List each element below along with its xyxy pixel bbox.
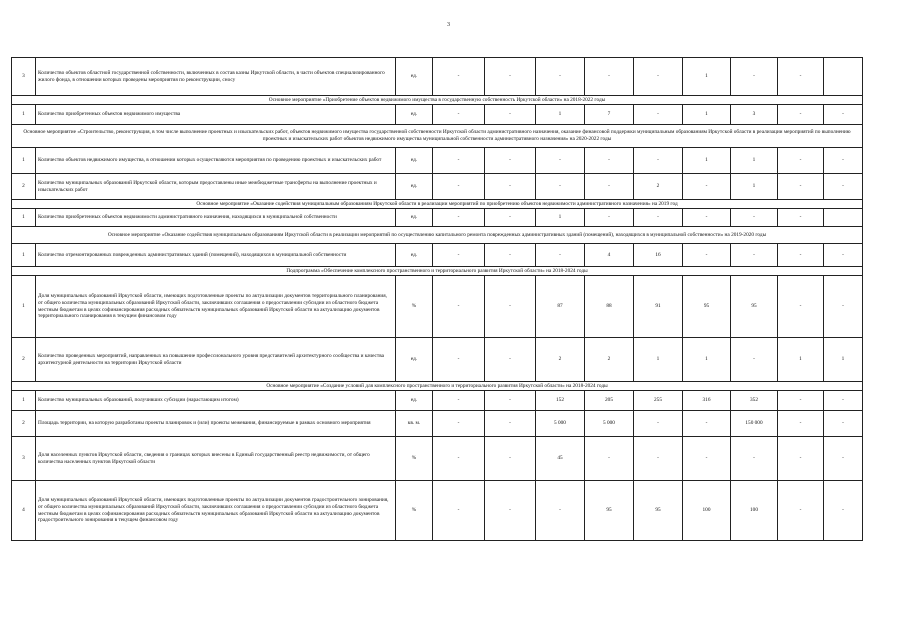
unit: ед. bbox=[396, 58, 433, 96]
row-number: 1 bbox=[12, 391, 36, 411]
unit: ед. bbox=[396, 209, 433, 227]
section-header-row bbox=[12, 200, 863, 209]
value-cell: - bbox=[536, 148, 585, 174]
value-cell: - bbox=[433, 244, 485, 267]
value-cell: - bbox=[433, 411, 485, 437]
value-cell: 2 bbox=[585, 338, 634, 382]
value-cell: 95 bbox=[634, 481, 683, 541]
indicator-name: Доля населенных пунктов Иркутской области, сведения о границах которых внесены в Единый государственный реестр недвижимости, от общего количества населенных пунктов Иркутской области bbox=[36, 437, 396, 481]
value-cell: - bbox=[585, 209, 634, 227]
row-number: 1 bbox=[12, 148, 36, 174]
value-cell: - bbox=[778, 174, 824, 200]
value-cell: - bbox=[778, 209, 824, 227]
value-cell: - bbox=[778, 58, 824, 96]
row-number: 1 bbox=[12, 105, 36, 125]
value-cell: 3 bbox=[731, 105, 778, 125]
page-number: 3 bbox=[447, 22, 450, 28]
unit: ед. bbox=[396, 391, 433, 411]
value-cell: - bbox=[433, 391, 485, 411]
value-cell: 1 bbox=[731, 174, 778, 200]
value-cell: - bbox=[433, 437, 485, 481]
value-cell: - bbox=[634, 148, 683, 174]
unit: % bbox=[396, 276, 433, 338]
table-row bbox=[12, 174, 863, 200]
indicator-name: Площадь территории, на которую разработаны проекты планировок и (или) проекты межевания, финансируемые в рамках основного мероприятия bbox=[36, 411, 396, 437]
value-cell: - bbox=[778, 481, 824, 541]
value-cell: - bbox=[824, 105, 863, 125]
value-cell: - bbox=[536, 58, 585, 96]
value-cell: - bbox=[485, 58, 536, 96]
value-cell: - bbox=[634, 437, 683, 481]
value-cell: - bbox=[585, 174, 634, 200]
empty-cell bbox=[824, 58, 863, 96]
section-header-row bbox=[12, 267, 863, 276]
value-cell: - bbox=[585, 437, 634, 481]
value-cell: - bbox=[824, 411, 863, 437]
value-cell: 1 bbox=[824, 338, 863, 382]
value-cell: - bbox=[683, 209, 731, 227]
value-cell: 45 bbox=[536, 437, 585, 481]
value-cell: 1 bbox=[683, 105, 731, 125]
value-cell: - bbox=[536, 481, 585, 541]
indicator-name: Количество приобретенных объектов недвижимого имущества bbox=[36, 105, 396, 125]
table-row bbox=[12, 481, 863, 541]
value-cell: - bbox=[485, 148, 536, 174]
unit: ед. bbox=[396, 148, 433, 174]
value-cell: - bbox=[683, 244, 731, 267]
value-cell: - bbox=[778, 391, 824, 411]
value-cell: - bbox=[433, 276, 485, 338]
section-header: Основное мероприятие «Приобретение объектов недвижимого имущества в государственную собственность Иркутской области» на 2018-2022 годы bbox=[12, 96, 863, 105]
value-cell: 205 bbox=[585, 391, 634, 411]
value-cell: - bbox=[778, 276, 824, 338]
row-number: 2 bbox=[12, 338, 36, 382]
indicator-name: Количество приобретенных объектов недвижимости административного назначения, находящихся в муниципальной собственности bbox=[36, 209, 396, 227]
value-cell: - bbox=[731, 209, 778, 227]
value-cell: 1 bbox=[536, 105, 585, 125]
unit: ед. bbox=[396, 174, 433, 200]
value-cell: 100 bbox=[731, 481, 778, 541]
value-cell: 100 bbox=[683, 481, 731, 541]
unit: кв. м. bbox=[396, 411, 433, 437]
value-cell: - bbox=[536, 244, 585, 267]
value-cell: 4 bbox=[585, 244, 634, 267]
value-cell: - bbox=[485, 174, 536, 200]
value-cell: - bbox=[683, 174, 731, 200]
value-cell: - bbox=[683, 437, 731, 481]
table-row bbox=[12, 338, 863, 382]
value-cell: 2 bbox=[634, 174, 683, 200]
section-header: Основное мероприятие «Строительство, реконструкция, в том числе выполнение проектных и изыскательских работ, объектов недвижимого имущества государственной собственности Иркутской области административного назначения, оказание финансовой поддержки муниципальным образованиям Иркутской области в реализации мероприятий по выполнению проектных и изыскательских работ объектов недвижимого имущества муниципальной собственности административного назначения» на 2020-2022 годы bbox=[12, 125, 863, 148]
section-header: Подпрограмма «Обеспечение комплексного пространственного и территориального развития Иркутской области» на 2018-2024 годы bbox=[12, 267, 863, 276]
value-cell: - bbox=[824, 174, 863, 200]
value-cell: - bbox=[433, 338, 485, 382]
value-cell: - bbox=[634, 209, 683, 227]
value-cell: 1 bbox=[683, 338, 731, 382]
value-cell: 87 bbox=[536, 276, 585, 338]
table-row bbox=[12, 58, 863, 96]
value-cell: - bbox=[731, 58, 778, 96]
row-number: 2 bbox=[12, 174, 36, 200]
value-cell: - bbox=[485, 105, 536, 125]
table-row bbox=[12, 209, 863, 227]
value-cell: - bbox=[683, 411, 731, 437]
value-cell: - bbox=[778, 437, 824, 481]
table-row bbox=[12, 391, 863, 411]
section-header-row bbox=[12, 227, 863, 244]
value-cell: - bbox=[485, 244, 536, 267]
value-cell: 95 bbox=[683, 276, 731, 338]
value-cell: 1 bbox=[683, 148, 731, 174]
value-cell: - bbox=[824, 244, 863, 267]
indicator-name: Количество объектов недвижимого имущества, в отношении которых осуществляются мероприятия по проведению проектных и изыскательских работ bbox=[36, 148, 396, 174]
value-cell: 5 000 bbox=[585, 411, 634, 437]
value-cell: - bbox=[824, 148, 863, 174]
section-header-row bbox=[12, 382, 863, 391]
indicators-table bbox=[11, 57, 863, 541]
value-cell: 7 bbox=[585, 105, 634, 125]
value-cell: - bbox=[824, 437, 863, 481]
value-cell: - bbox=[485, 437, 536, 481]
value-cell: - bbox=[485, 276, 536, 338]
value-cell: - bbox=[485, 411, 536, 437]
section-header: Основное мероприятие «Создание условий для комплексного пространственного и территориального развития Иркутской области» на 2018-2024 годы bbox=[12, 382, 863, 391]
value-cell: 1 bbox=[683, 58, 731, 96]
value-cell: - bbox=[433, 174, 485, 200]
value-cell: 152 bbox=[536, 391, 585, 411]
value-cell: - bbox=[824, 481, 863, 541]
value-cell: 2 bbox=[536, 338, 585, 382]
value-cell: - bbox=[433, 209, 485, 227]
value-cell: - bbox=[778, 411, 824, 437]
value-cell: - bbox=[778, 244, 824, 267]
value-cell: - bbox=[634, 58, 683, 96]
value-cell: 1 bbox=[536, 209, 585, 227]
value-cell: - bbox=[731, 338, 778, 382]
section-header: Основное мероприятие «Оказание содействия муниципальным образованиям Иркутской области в реализации мероприятий по осуществлению капитального ремонта поврежденных административных зданий (помещений), находящихся в муниципальной собственности» на 2019-2020 годы bbox=[12, 227, 863, 244]
value-cell: 95 bbox=[731, 276, 778, 338]
table-row bbox=[12, 244, 863, 267]
value-cell: - bbox=[824, 276, 863, 338]
value-cell: 16 bbox=[634, 244, 683, 267]
indicator-name: Количество объектов областной государственной собственности, включенных в состав казны Иркутской области, в части объектов специализированного жилого фонда, в отношении которых проведены мероприятия по реконструкции, сносу bbox=[36, 58, 396, 96]
indicator-name: Количество муниципальных образований, получивших субсидии (нарастающим итогом) bbox=[36, 391, 396, 411]
value-cell: - bbox=[433, 58, 485, 96]
value-cell: - bbox=[731, 437, 778, 481]
value-cell: 95 bbox=[585, 481, 634, 541]
value-cell: 1 bbox=[731, 148, 778, 174]
value-cell: - bbox=[634, 105, 683, 125]
value-cell: - bbox=[485, 338, 536, 382]
unit: ед. bbox=[396, 338, 433, 382]
value-cell: - bbox=[778, 105, 824, 125]
section-header-row bbox=[12, 125, 863, 148]
value-cell: - bbox=[536, 174, 585, 200]
value-cell: - bbox=[433, 105, 485, 125]
value-cell: 150 000 bbox=[731, 411, 778, 437]
value-cell: 91 bbox=[634, 276, 683, 338]
table-row bbox=[12, 437, 863, 481]
value-cell: - bbox=[778, 148, 824, 174]
table-row bbox=[12, 148, 863, 174]
unit: ед. bbox=[396, 105, 433, 125]
indicator-name: Количество проведенных мероприятий, направленных на повышение профессионального уровня представителей архитектурного сообщества и качества архитектурной деятельности на территории Иркутской области bbox=[36, 338, 396, 382]
value-cell: - bbox=[485, 481, 536, 541]
empty-cell bbox=[824, 209, 863, 227]
table-row bbox=[12, 105, 863, 125]
indicator-name: Количество отремонтированных поврежденных административных зданий (помещений), находящихся в муниципальной собственности bbox=[36, 244, 396, 267]
table-row bbox=[12, 276, 863, 338]
row-number: 3 bbox=[12, 437, 36, 481]
row-number: 3 bbox=[12, 58, 36, 96]
unit: % bbox=[396, 481, 433, 541]
value-cell: 5 000 bbox=[536, 411, 585, 437]
value-cell: - bbox=[731, 244, 778, 267]
value-cell: 1 bbox=[634, 338, 683, 382]
value-cell: - bbox=[585, 58, 634, 96]
value-cell: 316 bbox=[683, 391, 731, 411]
value-cell: - bbox=[585, 148, 634, 174]
indicator-name: Доля муниципальных образований Иркутской области, имеющих подготовленные проекты по актуализации документов градостроительного зонирования, от общего количества муниципальных образований Иркутской области, заключивших соглашения о предоставлении субсидии из областного бюджета местным бюджетам в целях софинансирования расходных обязательств муниципальных образований Иркутской области на актуализацию документов градостроительного зонирования в текущем финансовом году bbox=[36, 481, 396, 541]
section-header: Основное мероприятие «Оказание содействия муниципальным образованиям Иркутской области в реализации мероприятий по приобретению объектов недвижимости административного назначения» на 2019 год bbox=[12, 200, 863, 209]
value-cell: - bbox=[634, 411, 683, 437]
table-row bbox=[12, 411, 863, 437]
value-cell: - bbox=[433, 481, 485, 541]
value-cell: 255 bbox=[634, 391, 683, 411]
row-number: 2 bbox=[12, 411, 36, 437]
value-cell: - bbox=[485, 209, 536, 227]
section-header-row bbox=[12, 96, 863, 105]
value-cell: - bbox=[485, 391, 536, 411]
value-cell: - bbox=[433, 148, 485, 174]
value-cell: 88 bbox=[585, 276, 634, 338]
value-cell: 352 bbox=[731, 391, 778, 411]
unit: % bbox=[396, 437, 433, 481]
row-number: 1 bbox=[12, 209, 36, 227]
row-number: 4 bbox=[12, 481, 36, 541]
row-number: 1 bbox=[12, 244, 36, 267]
unit: ед. bbox=[396, 244, 433, 267]
value-cell: - bbox=[824, 391, 863, 411]
indicator-name: Доля муниципальных образований Иркутской области, имеющих подготовленные проекты по актуализации документов территориального планирования, от общего количества муниципальных образований Иркутской области, заключивших соглашения о предоставлении субсидии из областного бюджета местным бюджетам в целях софинансирования расходных обязательств муниципальных образований Иркутской области на актуализацию документов территориального планирования в текущем финансовом году bbox=[36, 276, 396, 338]
indicator-name: Количество муниципальных образований Иркутской области, которым предоставлены иные межбюджетные трансферты на выполнение проектных и изыскательских работ bbox=[36, 174, 396, 200]
value-cell: 1 bbox=[778, 338, 824, 382]
row-number: 1 bbox=[12, 276, 36, 338]
